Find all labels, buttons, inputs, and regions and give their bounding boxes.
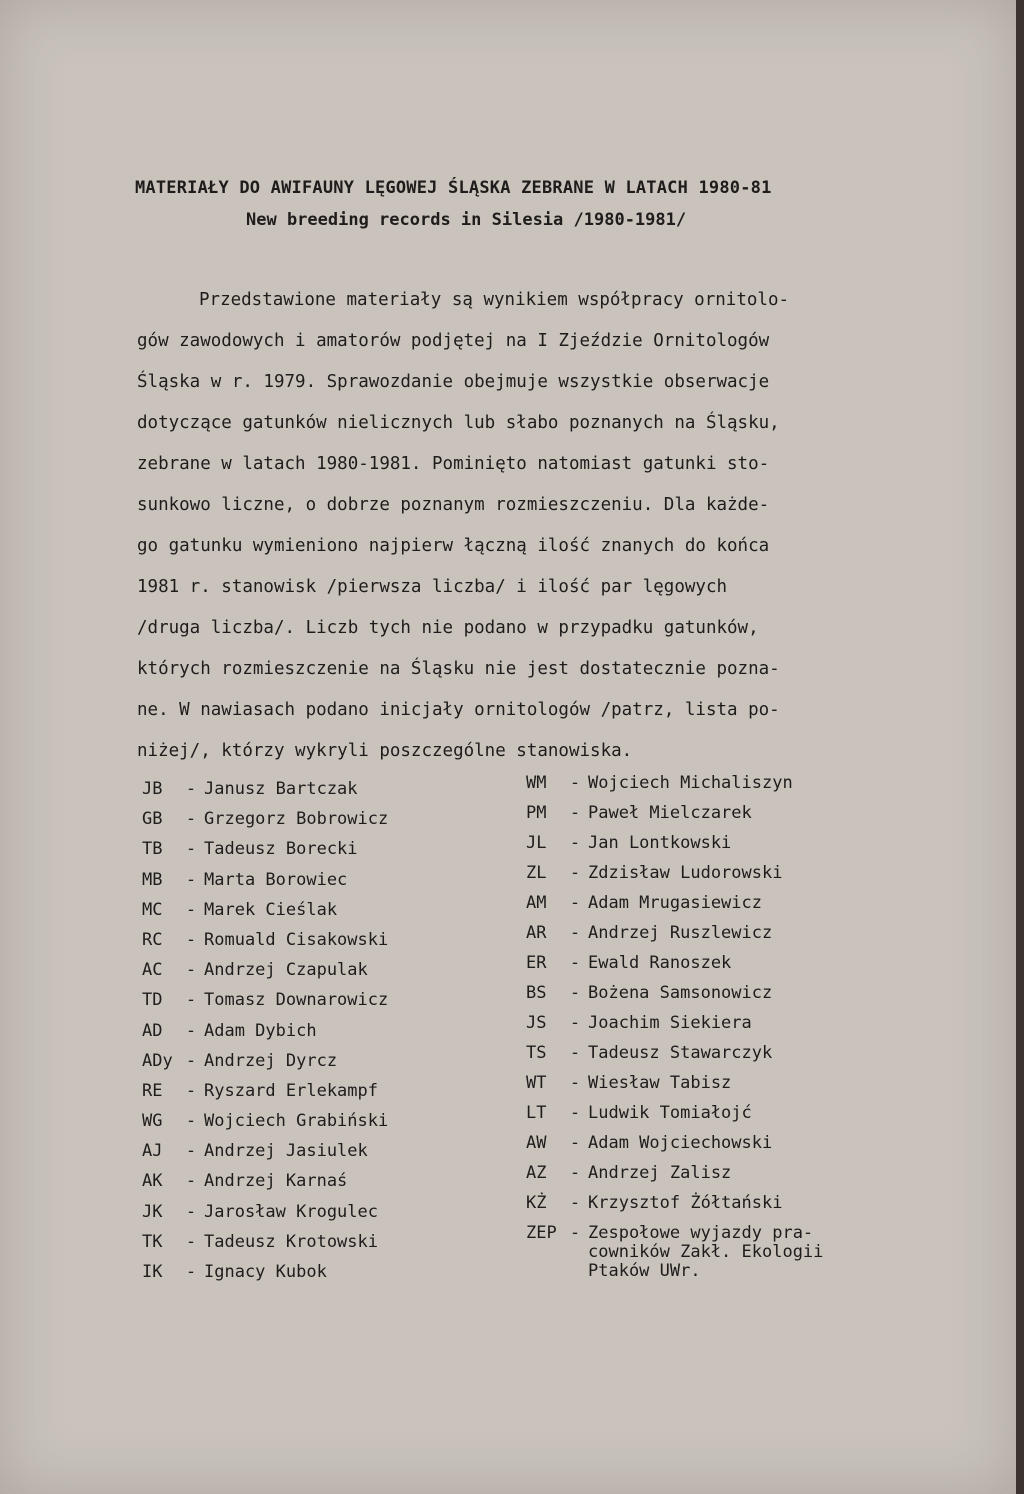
observer-row: [142, 1199, 472, 1229]
observer-dash: -: [569, 1103, 581, 1123]
observer-initials: AR: [526, 923, 547, 943]
observer-dash: -: [569, 1223, 581, 1243]
observer-row: [526, 890, 906, 920]
observer-dash: -: [185, 809, 197, 830]
observer-dash: -: [185, 990, 197, 1011]
observer-name: Jan Lontkowski: [588, 833, 732, 853]
observer-row: [526, 1100, 906, 1130]
observer-initials: ER: [526, 953, 547, 973]
observer-dash: -: [185, 1050, 197, 1071]
observer-dash: -: [569, 1193, 581, 1213]
observer-row: [526, 980, 906, 1010]
observer-name: Andrzej Ruszlewicz: [588, 923, 773, 943]
observer-initials: KŻ: [526, 1193, 547, 1213]
observer-initials: AK: [142, 1171, 163, 1192]
observer-dash: -: [569, 1013, 581, 1033]
intro-line: Przedstawione materiały są wynikiem współpracy ornitolo-: [199, 290, 790, 310]
observer-initials: ZL: [526, 863, 547, 883]
observer-initials: MC: [142, 899, 163, 920]
observer-dash: -: [185, 929, 197, 950]
observer-dash: -: [185, 1231, 197, 1252]
observer-dash: -: [185, 960, 197, 981]
observer-name: Janusz Bartczak: [204, 779, 358, 799]
observer-dash: -: [569, 833, 581, 853]
observer-dash: -: [569, 983, 581, 1003]
observer-name: Adam Dybich: [204, 1020, 317, 1041]
observer-initials: BS: [526, 983, 547, 1003]
observer-initials: TS: [526, 1043, 547, 1063]
observer-row: [142, 1138, 472, 1168]
observer-dash: -: [569, 953, 581, 973]
observer-name: Ludwik Tomiałojć: [588, 1103, 752, 1123]
observer-name: Tomasz Downarowicz: [204, 990, 389, 1011]
observer-name: Ryszard Erlekampf: [204, 1080, 378, 1101]
observer-name: Romuald Cisakowski: [204, 929, 389, 950]
observer-row: [526, 1010, 906, 1040]
observer-dash: -: [569, 1073, 581, 1093]
observer-initials: WG: [142, 1111, 163, 1132]
observer-dash: -: [185, 1020, 197, 1041]
observer-name: Marta Borowiec: [204, 869, 348, 890]
observer-row: [142, 1108, 472, 1138]
observer-list-left: [142, 776, 472, 1289]
observer-dash: -: [185, 899, 197, 920]
observer-initials: JK: [142, 1201, 163, 1222]
observer-row: [142, 1078, 472, 1108]
observer-initials: PM: [526, 803, 547, 823]
observer-row: [142, 1168, 472, 1198]
observer-initials: WT: [526, 1073, 547, 1093]
observer-initials: AW: [526, 1133, 547, 1153]
observer-initials: IK: [142, 1262, 163, 1282]
observer-row: [142, 897, 472, 927]
observer-name: Tadeusz Krotowski: [204, 1231, 378, 1252]
observer-name: Paweł Mielczarek: [588, 803, 752, 823]
observer-dash: -: [185, 839, 197, 860]
document-title: MATERIAŁY DO AWIFAUNY LĘGOWEJ ŚLĄSKA ZEBRANE W LATACH 1980-81: [135, 178, 772, 198]
observer-name: Joachim Siekiera: [588, 1013, 752, 1033]
observer-name: Andrzej Karnaś: [204, 1171, 348, 1192]
observer-name: Andrzej Jasiulek: [204, 1141, 368, 1162]
observer-row: [526, 1070, 906, 1100]
intro-line: 1981 r. stanowisk /pierwsza liczba/ i ilość par lęgowych: [137, 577, 728, 597]
intro-line: niżej/, którzy wykryli poszczególne stanowiska.: [137, 741, 633, 761]
observer-initials: JL: [526, 833, 547, 853]
observer-initials: ADy: [142, 1050, 173, 1071]
observer-dash: -: [569, 803, 581, 823]
observer-initials: AJ: [142, 1141, 163, 1162]
observer-dash: -: [185, 1141, 197, 1162]
document-subtitle: New breeding records in Silesia /1980-1981/: [246, 210, 687, 230]
observer-dash: -: [569, 773, 581, 793]
observer-row: [142, 987, 472, 1017]
observer-row: [526, 1220, 906, 1281]
observer-initials: RC: [142, 929, 163, 950]
observer-row: [142, 1259, 472, 1289]
observer-row: [142, 867, 472, 897]
observer-dash: -: [185, 779, 197, 799]
observer-initials: AM: [526, 893, 547, 913]
page-edge: [1016, 0, 1024, 1494]
observer-row: [142, 927, 472, 957]
observer-name: Zespołowe wyjazdy pra- cowników Zakł. Ekologii Ptaków UWr.: [588, 1223, 824, 1281]
observer-row: [142, 1018, 472, 1048]
intro-line: dotyczące gatunków nielicznych lub słabo poznanych na Śląsku,: [137, 413, 780, 433]
intro-line: sunkowo liczne, o dobrze poznanym rozmieszczeniu. Dla każde-: [137, 495, 770, 515]
observer-row: [526, 830, 906, 860]
observer-initials: AD: [142, 1020, 163, 1041]
observer-row: [142, 957, 472, 987]
observer-name: Adam Wojciechowski: [588, 1133, 773, 1153]
observer-name: Jarosław Krogulec: [204, 1201, 378, 1222]
intro-paragraph: [137, 286, 907, 778]
observer-dash: -: [185, 1201, 197, 1222]
observer-dash: -: [569, 1163, 581, 1183]
observer-name: Bożena Samsonowicz: [588, 983, 773, 1003]
observer-row: [142, 1229, 472, 1259]
observer-row: [526, 1130, 906, 1160]
observer-initials: AC: [142, 960, 163, 981]
observer-initials: ZEP: [526, 1223, 557, 1243]
observer-name: Marek Cieślak: [204, 899, 338, 920]
observer-row: [526, 950, 906, 980]
observer-name: Ignacy Kubok: [204, 1262, 327, 1282]
observer-row: [526, 1160, 906, 1190]
observer-initials: TD: [142, 990, 163, 1011]
observer-name: Tadeusz Stawarczyk: [588, 1043, 773, 1063]
observer-initials: LT: [526, 1103, 547, 1123]
intro-line: gów zawodowych i amatorów podjętej na I Zjeździe Ornitologów: [137, 331, 770, 351]
intro-line: których rozmieszczenie na Śląsku nie jest dostatecznie pozna-: [137, 659, 780, 679]
observer-dash: -: [185, 1111, 197, 1132]
observer-list-right: [526, 770, 906, 1281]
observer-name: Ewald Ranoszek: [588, 953, 732, 973]
observer-name: Wojciech Grabiński: [204, 1111, 389, 1132]
observer-name: Tadeusz Borecki: [204, 839, 358, 860]
observer-dash: -: [569, 893, 581, 913]
observer-initials: GB: [142, 809, 163, 830]
observer-dash: -: [569, 923, 581, 943]
observer-name: Andrzej Zalisz: [588, 1163, 732, 1183]
observer-dash: -: [185, 869, 197, 890]
observer-row: [142, 1048, 472, 1078]
observer-name: Krzysztof Żółtański: [588, 1193, 783, 1213]
observer-name: Wiesław Tabisz: [588, 1073, 732, 1093]
observer-name: Adam Mrugasiewicz: [588, 893, 762, 913]
observer-dash: -: [185, 1080, 197, 1101]
intro-line: zebrane w latach 1980-1981. Pominięto natomiast gatunki sto-: [137, 454, 770, 474]
intro-line: ne. W nawiasach podano inicjały ornitologów /patrz, lista po-: [137, 700, 780, 720]
intro-line: /druga liczba/. Liczb tych nie podano w przypadku gatunków,: [137, 618, 759, 638]
observer-dash: -: [569, 1133, 581, 1153]
observer-row: [526, 1190, 906, 1220]
observer-row: [142, 836, 472, 866]
observer-row: [526, 1040, 906, 1070]
intro-line: Śląska w r. 1979. Sprawozdanie obejmuje wszystkie obserwacje: [137, 372, 770, 392]
intro-line: go gatunku wymieniono najpierw łączną ilość znanych do końca: [137, 536, 770, 556]
observer-row: [526, 860, 906, 890]
observer-initials: TK: [142, 1231, 163, 1252]
observer-dash: -: [185, 1171, 197, 1192]
observer-row: [526, 800, 906, 830]
observer-name: Zdzisław Ludorowski: [588, 863, 783, 883]
observer-row: [526, 920, 906, 950]
observer-row: [142, 806, 472, 836]
observer-initials: RE: [142, 1080, 163, 1101]
observer-row: [142, 776, 472, 806]
observer-name: Grzegorz Bobrowicz: [204, 809, 389, 830]
observer-row: [526, 770, 906, 800]
observer-initials: JB: [142, 779, 163, 799]
observer-initials: WM: [526, 773, 547, 793]
observer-initials: MB: [142, 869, 163, 890]
observer-initials: JS: [526, 1013, 547, 1033]
observer-name: Wojciech Michaliszyn: [588, 773, 793, 793]
observer-dash: -: [569, 863, 581, 883]
observer-initials: AZ: [526, 1163, 547, 1183]
observer-name: Andrzej Dyrcz: [204, 1050, 338, 1071]
observer-dash: -: [569, 1043, 581, 1063]
observer-initials: TB: [142, 839, 163, 860]
observer-dash: -: [185, 1262, 197, 1282]
observer-name: Andrzej Czapulak: [204, 960, 368, 981]
